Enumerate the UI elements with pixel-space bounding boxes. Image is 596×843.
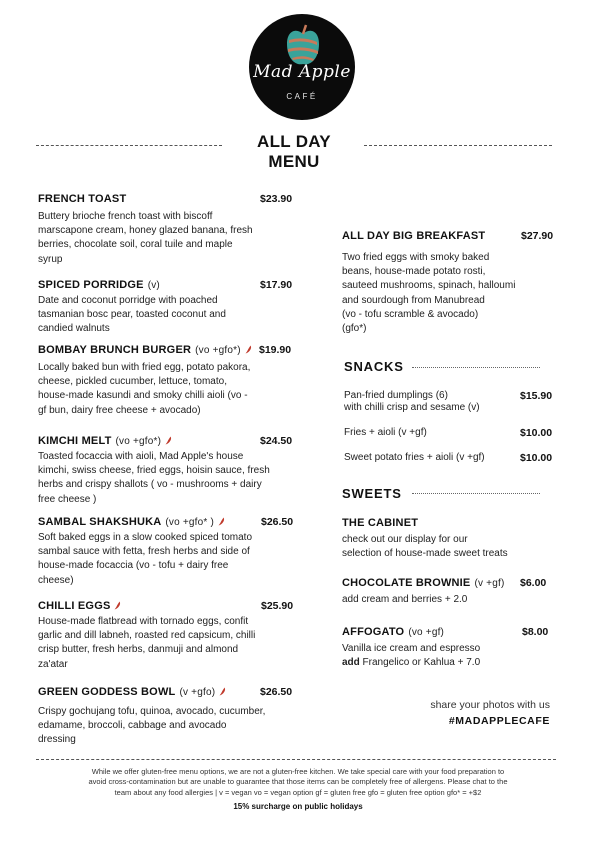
- item-price: $27.90: [521, 230, 554, 242]
- menu-title-row: [36, 132, 556, 171]
- item-description: Buttery brioche french toast with biscoff marscapone cream, honey glazed banana, fresh berries, chocolate soil, coral tuile and maple syrup: [38, 211, 253, 265]
- title-divider-left: [36, 145, 222, 146]
- snack-price: $15.90: [520, 390, 553, 402]
- chili-icon: [245, 345, 252, 354]
- item-name: ALL DAY BIG BREAKFAST: [342, 230, 486, 242]
- share-callout: [430, 699, 550, 727]
- item-description: Vanilla ice cream and espresso add Frangelico or Kahlua + 7.0: [342, 643, 481, 669]
- chili-icon: [114, 601, 121, 610]
- item-name: GREEN GODDESS BOWL (v +gfo): [38, 686, 226, 698]
- item-price: $17.90: [260, 279, 293, 291]
- item-name: CHILLI EGGS: [38, 600, 121, 612]
- item-description: Crispy gochujang tofu, quinoa, avocado, cucumber, edamame, broccoli, cabbage and avocado dressing: [38, 706, 266, 746]
- item-description: Two fried eggs with smoky baked beans, house-made potato rosti, sauteed mushrooms, spinach, halloumi and sourdough from Manubread (vo - tofu scramble & avocado) (gfo*): [342, 252, 516, 335]
- item-name: CHOCOLATE BROWNIE (v +gf): [342, 577, 505, 589]
- item-name: AFFOGATO (vo +gf): [342, 626, 445, 638]
- snack-price: $10.00: [520, 452, 553, 464]
- snack-name: Sweet potato fries + aioli (v +gf): [344, 452, 485, 463]
- item-name: KIMCHI MELT (vo +gfo*): [38, 435, 172, 447]
- item-price: $19.90: [259, 344, 292, 356]
- snacks-heading: SNACKS: [344, 359, 404, 374]
- item-description: check out our display for our selection of house-made sweet treats: [342, 534, 508, 560]
- item-description: add cream and berries + 2.0: [342, 594, 468, 605]
- item-price: $24.50: [260, 435, 293, 447]
- item-price: $26.50: [261, 516, 294, 528]
- hashtag: #MADAPPLECAFE: [448, 715, 550, 727]
- item-name: FRENCH TOAST: [38, 193, 127, 205]
- snacks-divider: [412, 367, 540, 368]
- footer-divider: [36, 759, 556, 760]
- item-name: THE CABINET: [342, 517, 419, 529]
- chili-icon: [219, 687, 226, 696]
- item-description: Toasted focaccia with aioli, Mad Apple's house kimchi, swiss cheese, fried eggs, hoisin sauce, fresh herbs and crispy shallots ( vo - mushrooms + dairy free cheese ): [38, 451, 270, 505]
- surcharge-note: 15% surcharge on public holidays: [233, 802, 363, 811]
- item-price: $23.90: [260, 193, 293, 205]
- chili-icon: [218, 517, 225, 526]
- title-divider-right: [364, 145, 552, 146]
- item-description: Soft baked eggs in a slow cooked spiced tomato sambal sauce with fetta, fresh herbs and side of house-made focaccia (vo - tofu + dairy free cheese): [38, 532, 253, 586]
- chili-icon: [165, 436, 172, 445]
- menu-title: ALL DAY MENU: [257, 132, 331, 171]
- item-price: $26.50: [260, 686, 293, 698]
- snack-name: Fries + aioli (v +gf): [344, 427, 427, 438]
- item-description: House-made flatbread with tornado eggs, confit garlic and dill labneh, roasted red capsicum, chilli crisp butter, fresh herbs, danmuji and almond za'atar: [38, 616, 256, 670]
- item-price: $8.00: [522, 626, 549, 638]
- sweets-heading: SWEETS: [342, 486, 402, 501]
- allergen-disclaimer: While we offer gluten-free menu options, we are not a gluten-free kitchen. We take special care with your food preparation to avoid cross-contamination but are unable to guarantee that those items can be completely free of allergens. Please chat to the team about any food allergies | v = vegan vo = vegan option gf = gluten free gfo = gluten free option gfo* = +$2: [88, 767, 508, 797]
- item-name: BOMBAY BRUNCH BURGER (vo +gfo*): [38, 344, 252, 356]
- brand-name: Mad Apple: [253, 62, 351, 82]
- share-text: share your photos with us: [430, 699, 550, 711]
- item-name: SAMBAL SHAKSHUKA (vo +gfo* ): [38, 516, 225, 528]
- item-name: SPICED PORRIDGE (v): [38, 279, 160, 291]
- snack-name: Pan-fried dumplings (6) with chilli crisp and sesame (v): [344, 390, 480, 413]
- cafe-logo: [249, 14, 355, 120]
- item-description: Locally baked bun with fried egg, potato pakora, cheese, pickled cucumber, lettuce, tomato, house-made kasundi and smoky chilli aioli (vo - gf bun, dairy free cheese + avocado): [38, 362, 251, 416]
- item-description: Date and coconut porridge with poached tasmanian bosc pear, toasted coconut and candied walnuts: [38, 295, 226, 335]
- item-price: $6.00: [520, 577, 547, 589]
- item-price: $25.90: [261, 600, 294, 612]
- brand-sub: CAFÉ: [286, 92, 318, 101]
- sweets-divider: [412, 493, 540, 494]
- snack-price: $10.00: [520, 427, 553, 439]
